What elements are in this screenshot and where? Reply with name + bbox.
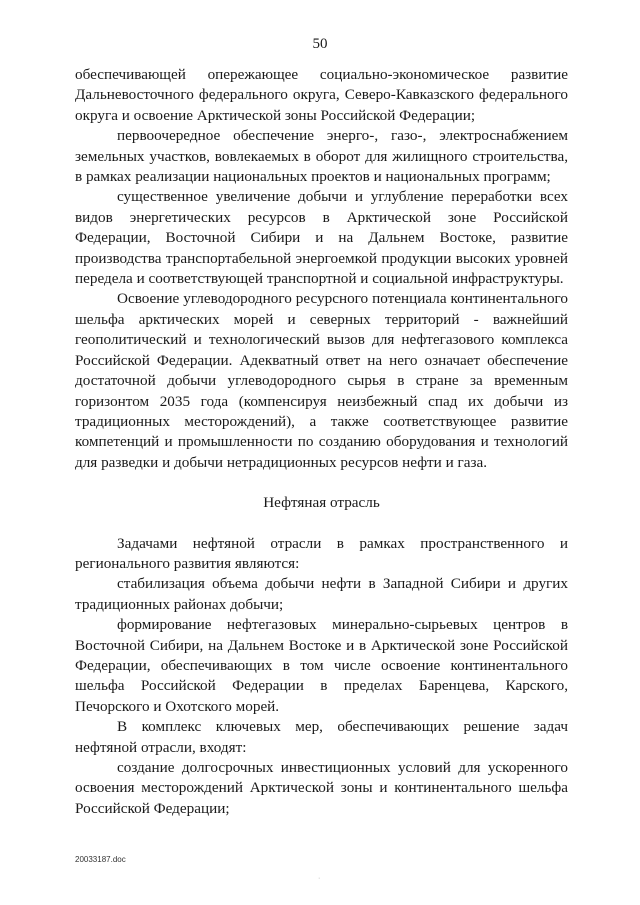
- footer-mark: ·: [318, 875, 321, 882]
- document-body: [75, 65, 568, 819]
- paragraph: Освоение углеводородного ресурсного потенциала континентального шельфа арктических морей и северных территорий - важнейший геополитический и технологический вызов для нефтегазового комплекса Российской Федерации. Адекватный ответ на него означает обеспечение достаточной добычи углеводородного сырья в стране за временным горизонтом 2035 года (компенсируя неизбежный спад их добычи из традиционных месторождений), а также соответствующее развитие компетенций и промышленности по созданию оборудования и технологий для разведки и добычи нетрадиционных ресурсов нефти и газа.: [75, 290, 568, 471]
- paragraph: формирование нефтегазовых минерально-сырьевых центров в Восточной Сибири, на Дальнем Востоке и в Арктической зоне Российской Федерации, обеспечивающих в том числе освоение континентального шельфа Российской Федерации в пределах Баренцева, Карского, Печорского и Охотского морей.: [75, 616, 568, 715]
- paragraph: В комплекс ключевых мер, обеспечивающих решение задач нефтяной отрасли, входят:: [75, 718, 568, 756]
- paragraph: обеспечивающей опережающее социально-экономическое развитие Дальневосточного федерального округа, Северо-Кавказского федерального округа и освоение Арктической зоны Российской Федерации;: [75, 66, 568, 124]
- paragraph: Задачами нефтяной отрасли в рамках пространственного и регионального развития являются:: [75, 534, 568, 572]
- paragraph: первоочередное обеспечение энерго-, газо-, электроснабжением земельных участков, вовлекаемых в оборот для жилищного строительства, в рамках реализации национальных проектов и национальных программ;: [75, 127, 568, 186]
- paragraph: стабилизация объема добычи нефти в Западной Сибири и других традиционных районах добычи;: [75, 575, 568, 613]
- paragraph: создание долгосрочных инвестиционных условий для ускоренного освоения месторождений Арктической зоны и континентального шельфа Российской Федерации;: [75, 759, 568, 817]
- paragraph: существенное увеличение добычи и углубление переработки всех видов энергетических ресурсов в Арктической зоне Российской Федерации, Восточной Сибири и на Дальнем Востоке, развитие производства транспортабельной энергоемкой продукции высоких уровней передела и соответствующей транспортной и социальной инфраструктуры.: [75, 188, 568, 288]
- page-number: 50: [312, 36, 328, 52]
- section-heading: Нефтяная отрасль: [263, 494, 380, 512]
- footer-file-name: 20033187.doc: [75, 855, 126, 864]
